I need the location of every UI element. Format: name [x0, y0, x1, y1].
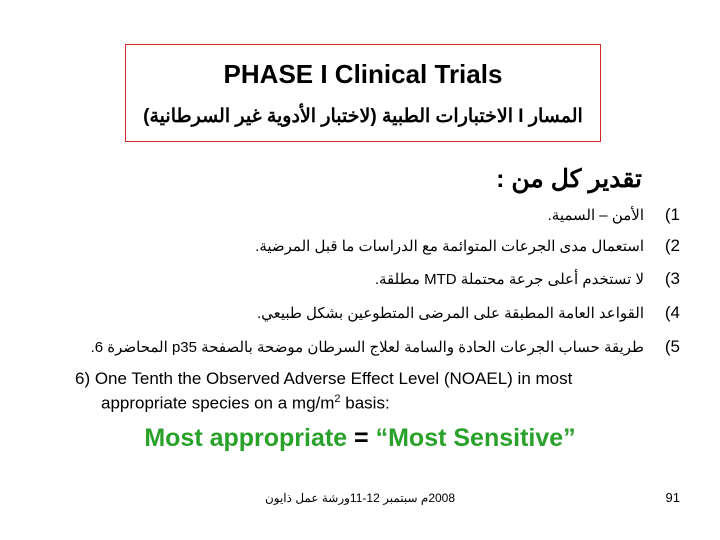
footer-text: 2008م سبتمبر 12-11ورشة عمل ذايون	[264, 491, 456, 505]
tagline-equals: =	[347, 424, 376, 452]
list-item	[40, 333, 680, 361]
tagline	[0, 424, 720, 453]
item-6-line-1: 6) One Tenth the Observed Adverse Effect Level (NOAEL) in most	[75, 369, 573, 388]
list-item-number: 3)	[664, 269, 680, 288]
tagline-left: Most appropriate	[144, 424, 348, 452]
title-english: PHASE I Clinical Trials	[223, 59, 503, 89]
item-6-line-2-end: basis:	[340, 393, 390, 413]
section-heading: تقدير كل من :	[496, 165, 642, 193]
list-item	[40, 232, 680, 260]
superscript: 2	[334, 393, 341, 405]
list-item-text: استعمال مدى الجرعات المتوائمة مع الدراسات ما قبل المرضية.	[255, 238, 644, 255]
list-item-text: لا تستخدم أعلى جرعة محتملة MTD مطلقة.	[374, 271, 644, 288]
item-6-line-2	[75, 389, 635, 414]
list-item-text: الأمن – السمية.	[547, 207, 644, 224]
list-item	[40, 201, 680, 229]
list-item-number: 1)	[664, 205, 680, 224]
tagline-right: “Most Sensitive”	[375, 424, 576, 452]
list-item	[40, 299, 680, 327]
title-box	[125, 44, 601, 142]
list-item-number: 5)	[664, 337, 680, 356]
list-item-number: 2)	[664, 236, 680, 255]
title-arabic: المسار I الاختبارات الطبية (لاختبار الأدوية غير السرطانية)	[143, 106, 583, 127]
page-number: 91	[665, 490, 680, 505]
list-item-text: طريقة حساب الجرعات الحادة والسامة لعلاج السرطان موضحة بالصفحة p35 المحاضرة 6.	[90, 339, 644, 356]
item-6-line-2-text: appropriate species on a mg/m	[101, 393, 335, 413]
list-item-6	[75, 368, 635, 414]
list-item-text: القواعد العامة المطبقة على المرضى المتطوعين بشكل طبيعي.	[256, 305, 644, 322]
list-item-number: 4)	[664, 303, 680, 322]
list-item	[40, 265, 680, 293]
